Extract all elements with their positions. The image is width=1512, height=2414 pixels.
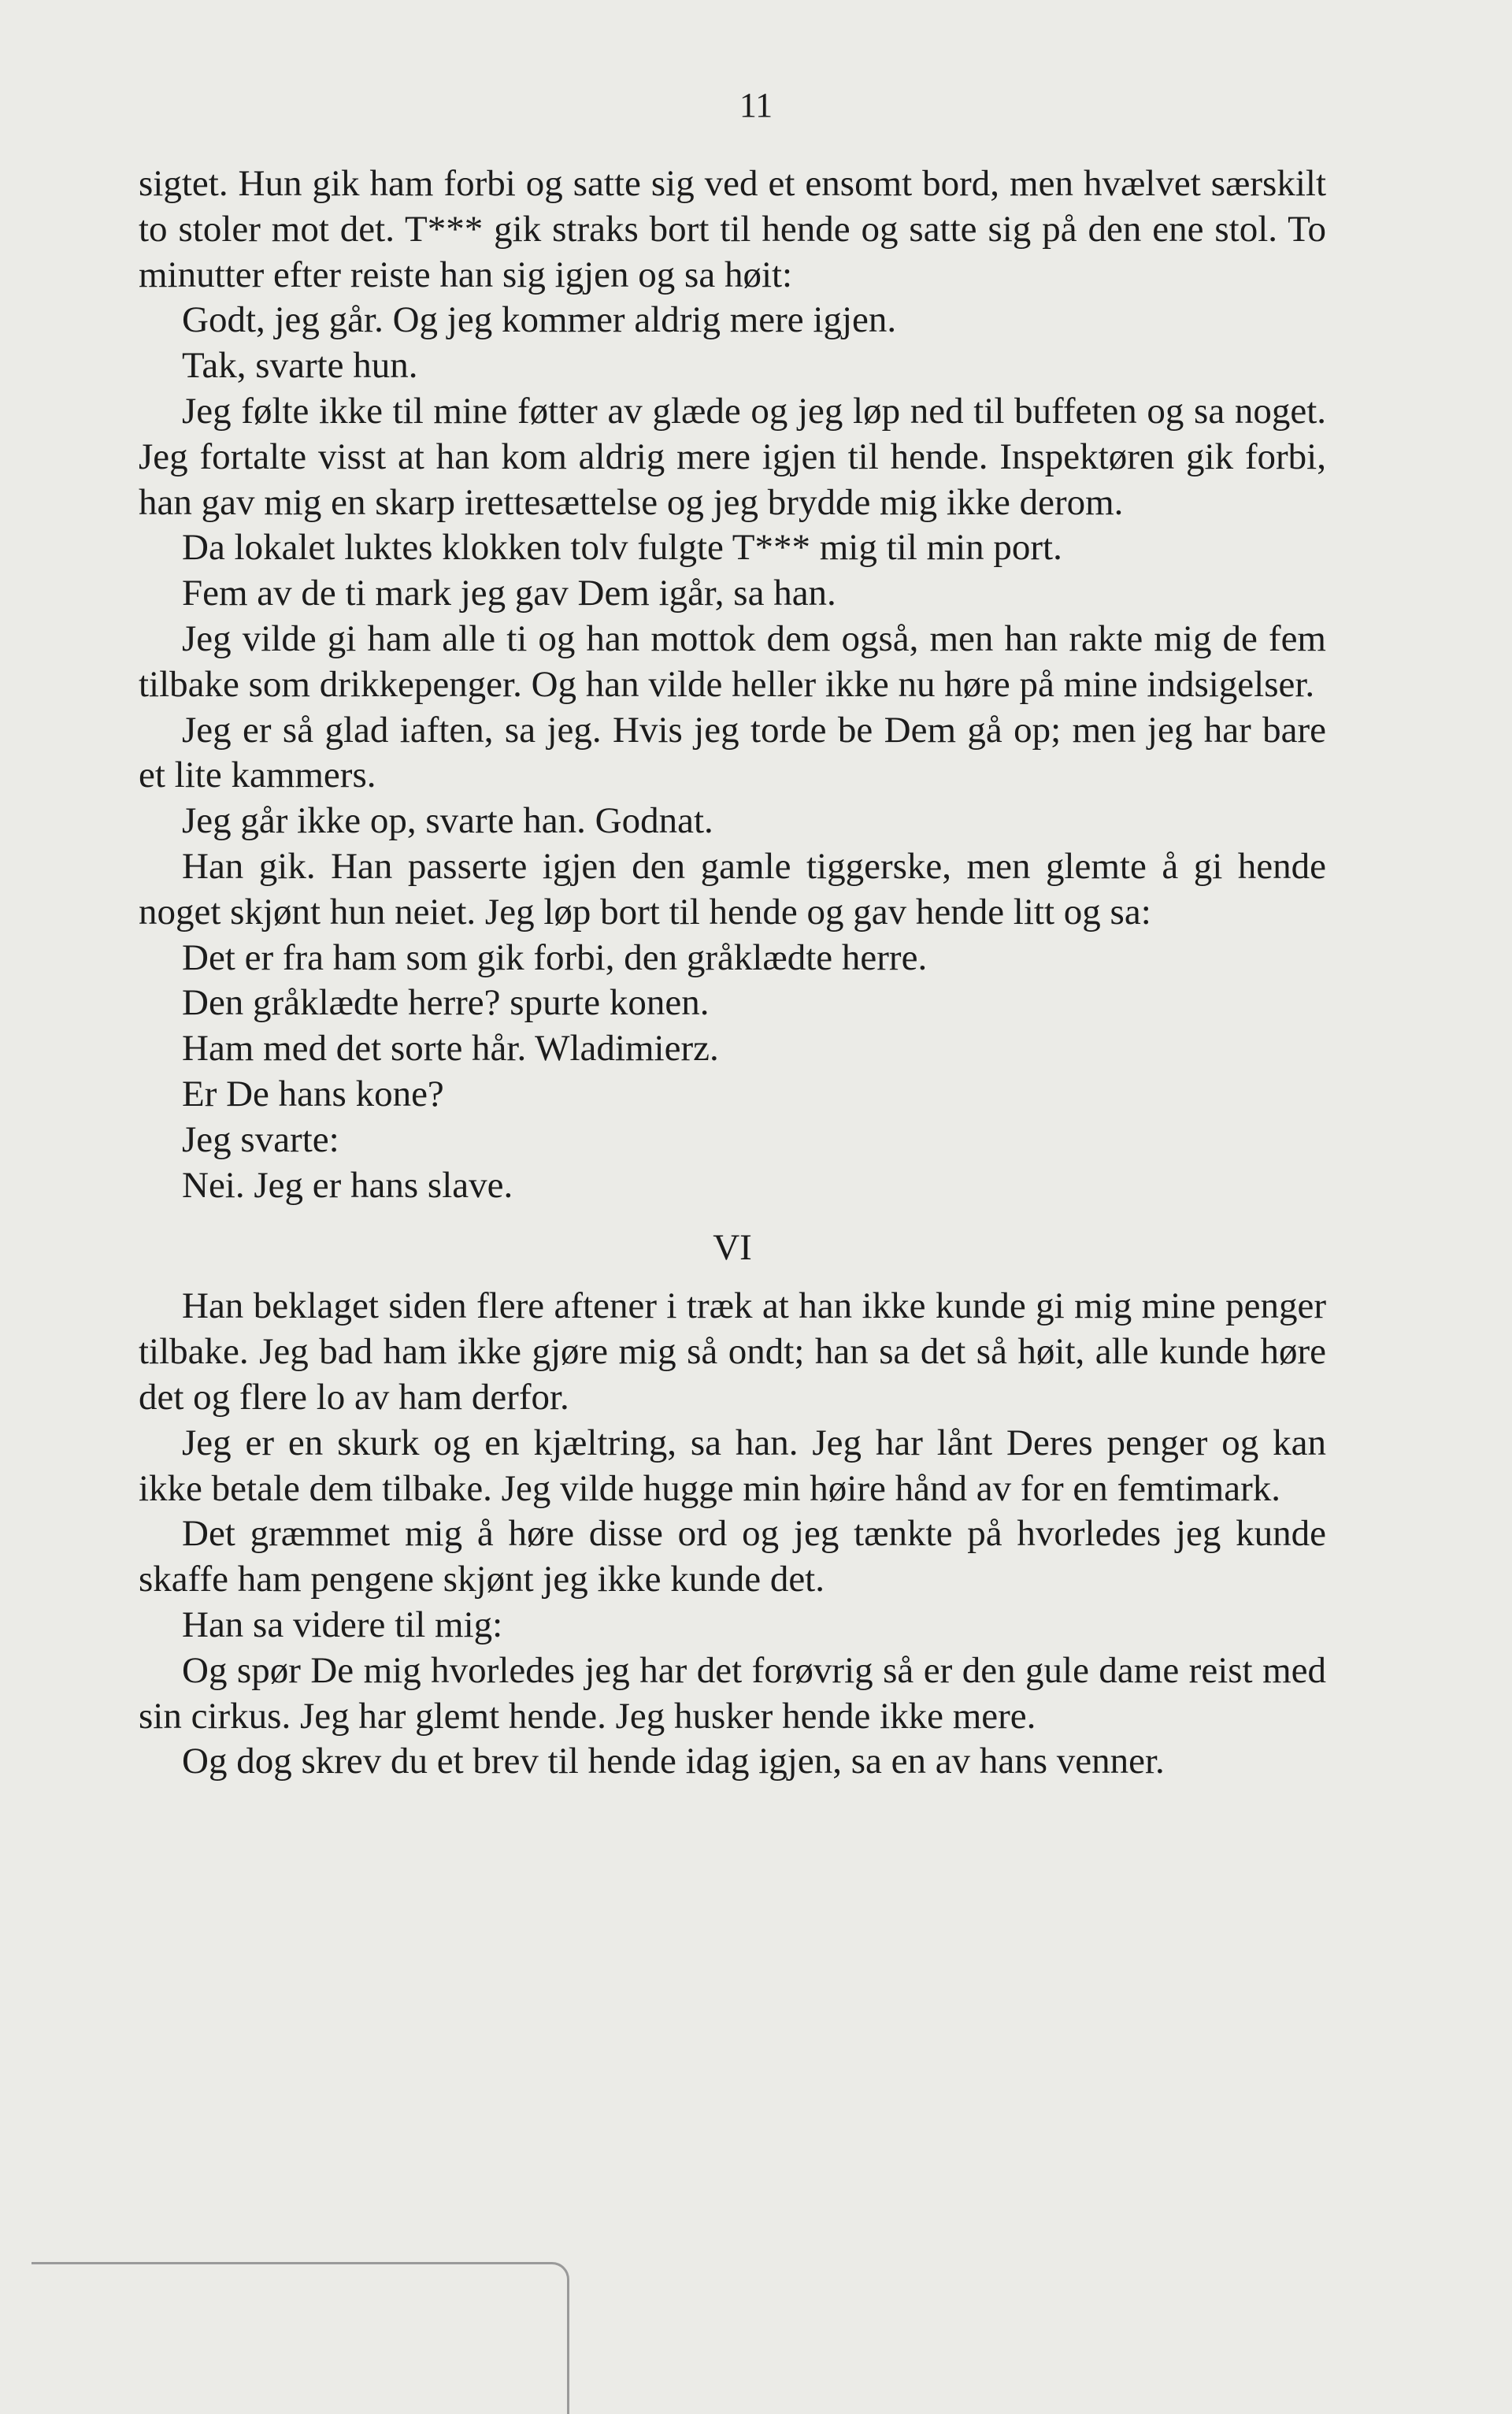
text-body	[139, 161, 1326, 1785]
paragraph: Det er fra ham som gik forbi, den gråklædte herre.	[182, 936, 928, 978]
page-corner-mark	[32, 2262, 569, 2414]
paragraph: Og dog skrev du et brev til hende idag igjen, sa en av hans venner.	[182, 1741, 1165, 1782]
paragraph: Han gik. Han passerte igjen den gamle tiggerske, men glemte å gi hende noget skjønt hun neiet. Jeg løp bort til hende og gav hende litt og sa:	[139, 845, 1326, 933]
paragraph: Han sa videre til mig:	[182, 1604, 503, 1645]
section-heading: VI	[713, 1227, 752, 1269]
paragraph: sigtet. Hun gik ham forbi og satte sig ved et ensomt bord, men hvælvet særskilt to stoler mot det. T*** gik straks bort til hende og satte sig på den ene stol. To minutter efter reiste han sig igjen og sa høit:	[139, 163, 1326, 295]
paragraph: Ham med det sorte hår. Wladimierz.	[182, 1028, 719, 1070]
paragraph: Han beklaget siden flere aftener i træk at han ikke kunde gi mig mine penger tilbake. Jeg bad ham ikke gjøre mig så ondt; han sa det så høit, alle kunde høre det og flere lo av ham derfor.	[139, 1285, 1326, 1418]
paragraph: Godt, jeg går. Og jeg kommer aldrig mere igjen.	[182, 299, 897, 341]
paragraph: Jeg er så glad iaften, sa jeg. Hvis jeg torde be Dem gå op; men jeg har bare et lite kammers.	[139, 709, 1326, 796]
paragraph: Det græmmet mig å høre disse ord og jeg tænkte på hvorledes jeg kunde skaffe ham pengene skjønt jeg ikke kunde det.	[139, 1513, 1326, 1600]
paragraph: Jeg går ikke op, svarte han. Godnat.	[182, 800, 713, 842]
paragraph: Jeg følte ikke til mine føtter av glæde og jeg løp ned til buffeten og sa noget. Jeg fortalte visst at han kom aldrig mere igjen til hende. Inspektøren gik forbi, han gav mig en skarp irettesættelse og jeg brydde mig ikke derom.	[139, 390, 1326, 523]
paragraph: Nei. Jeg er hans slave.	[182, 1164, 513, 1206]
paragraph: Tak, svarte hun.	[182, 345, 418, 387]
paragraph: Og spør De mig hvorledes jeg har det forøvrig så er den gule dame reist med sin cirkus. Jeg har glemt hende. Jeg husker hende ikke mere.	[139, 1649, 1326, 1737]
paragraph: Fem av de ti mark jeg gav Dem igår, sa han.	[182, 573, 836, 614]
paragraph: Er De hans kone?	[182, 1073, 444, 1114]
page-number: 11	[739, 86, 773, 124]
paragraph: Den gråklædte herre? spurte konen.	[182, 982, 710, 1024]
paragraph: Jeg vilde gi ham alle ti og han mottok dem også, men han rakte mig de fem tilbake som drikkepenger. Og han vilde heller ikke nu høre på mine indsigelser.	[139, 617, 1326, 705]
paragraph: Jeg svarte:	[182, 1118, 339, 1160]
paragraph: Jeg er en skurk og en kjæltring, sa han. Jeg har lånt Deres penger og kan ikke betale dem tilbake. Jeg vilde hugge min høire hånd av for en femtimark.	[139, 1422, 1326, 1509]
paragraph: Da lokalet luktes klokken tolv fulgte T*** mig til min port.	[182, 527, 1062, 569]
